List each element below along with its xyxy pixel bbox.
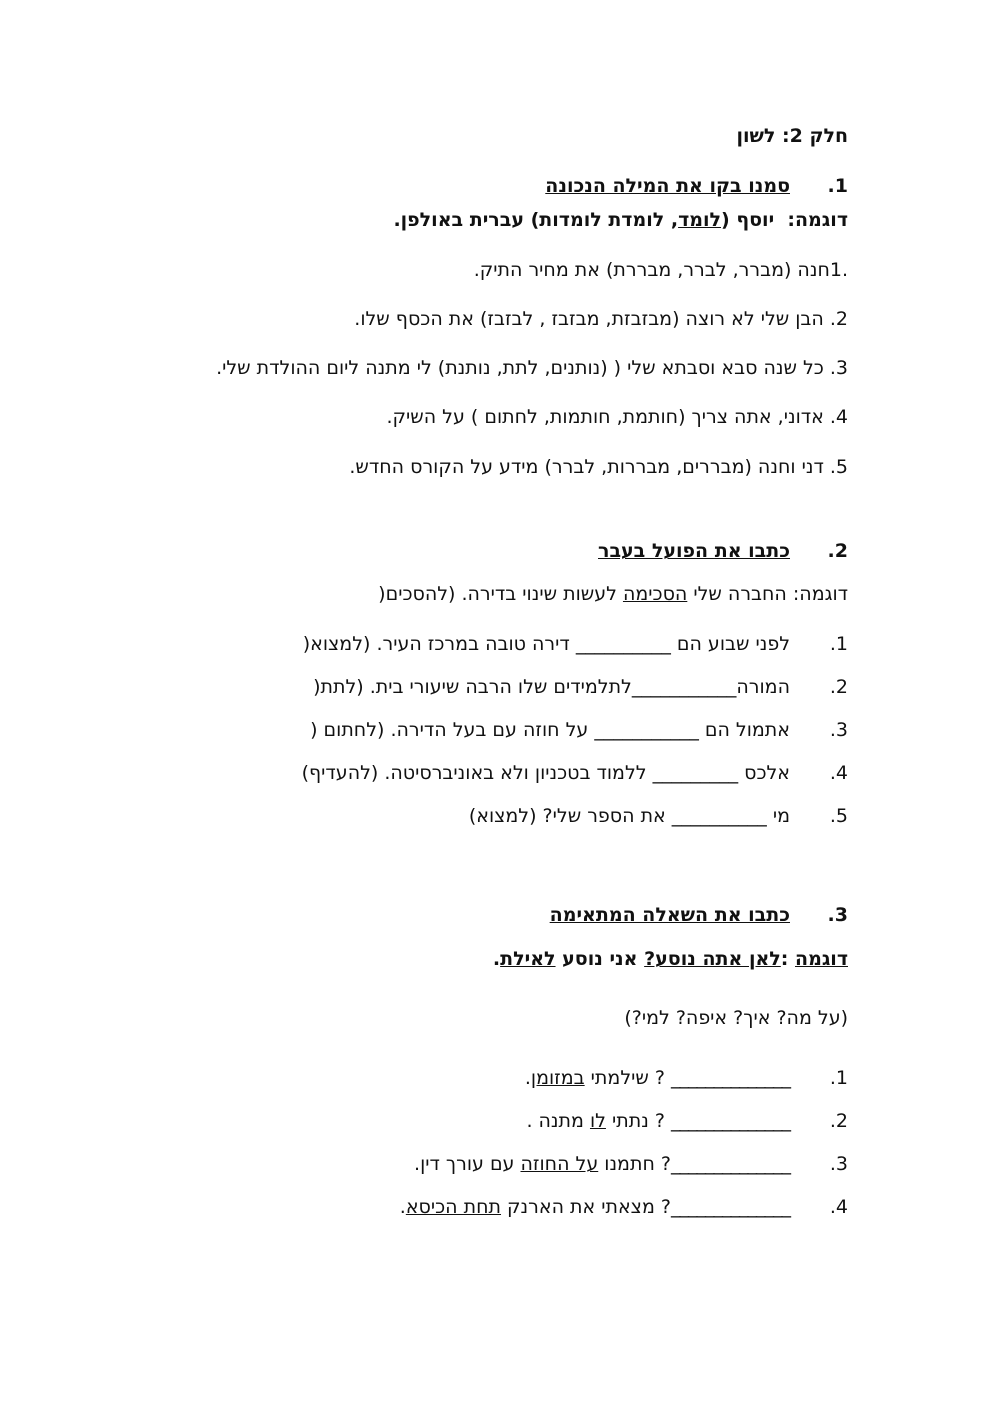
example-label: דוגמה: bbox=[787, 209, 848, 231]
page-title: חלק 2: לשון bbox=[736, 125, 848, 147]
item-underlined: תחת הכיסא bbox=[405, 1196, 502, 1218]
section1-item-5: 5. דני וחנה (מבררים, מבררות, לברר) מידע על הקורס החדש. bbox=[349, 456, 848, 478]
item-text: מי __________ את הספר שלי? (למצוא) bbox=[468, 805, 790, 827]
section2-item-3 bbox=[310, 718, 848, 742]
example-answer: הסכימה bbox=[622, 583, 688, 605]
section3-item-4 bbox=[400, 1195, 848, 1219]
section1-title: סמנו בקו את המילה הנכונה bbox=[545, 175, 790, 197]
item-after: עם עורך דין. bbox=[414, 1153, 521, 1175]
item-number: 1. bbox=[829, 1067, 848, 1089]
section1-item-1: .1חנה (מברר, לברר, מבררת) את מחיר התיק. bbox=[473, 259, 848, 281]
item-underlined: במזומן bbox=[530, 1067, 585, 1089]
item-number: 3. bbox=[829, 1153, 848, 1175]
item-number: 4. bbox=[829, 762, 848, 784]
section1-heading bbox=[545, 174, 848, 198]
section1-item-2: 2. הבן שלי לא רוצה (מבזבזת, מבזבז , לבזבז) את הכסף שלו. bbox=[354, 308, 848, 330]
section2-example bbox=[378, 582, 848, 606]
item-text: אתמול הם ___________ על חוזה עם בעל הדירה. (לחתום ( bbox=[310, 719, 790, 741]
item-number: 5. bbox=[829, 805, 848, 827]
section2-item-4 bbox=[302, 761, 848, 785]
section2-title: כתבו את הפועל בעבר bbox=[598, 540, 790, 562]
item-text: לפני שבוע הם __________ דירה טובה במרכז העיר. (למצוא( bbox=[302, 633, 790, 655]
item-text: המורה___________לתלמידים שלו הרבה שיעורי בית. (לתת( bbox=[313, 676, 790, 698]
example-question: לאן אתה נוסע? bbox=[644, 948, 781, 970]
item-after: מתנה . bbox=[526, 1110, 590, 1132]
section3-hint: (על מה? איך? איפה? למי?) bbox=[624, 1007, 848, 1029]
example-label: דוגמה bbox=[795, 948, 848, 970]
item-after: . bbox=[524, 1067, 531, 1089]
example-colon: : bbox=[780, 948, 796, 970]
answer-blank: ______________ bbox=[671, 1153, 790, 1175]
example-mid: אני נוסע bbox=[555, 948, 645, 970]
section2-item-2 bbox=[313, 675, 848, 699]
section3-item-1 bbox=[525, 1066, 848, 1090]
item-before: ? שילמתי bbox=[584, 1067, 671, 1089]
item-text: אלכס _________ ללמוד בטכניון ולא באוניברסיטה. (להעדיף) bbox=[301, 762, 790, 784]
example-before: דוגמה: החברה שלי bbox=[687, 583, 848, 605]
section3-item-3 bbox=[414, 1152, 848, 1176]
section1-number: 1. bbox=[827, 175, 848, 197]
section2-item-1 bbox=[303, 632, 848, 656]
item-number: 2. bbox=[829, 676, 848, 698]
example-answer: לאילת bbox=[500, 948, 556, 970]
section2-heading bbox=[598, 539, 848, 563]
item-number: 1. bbox=[829, 633, 848, 655]
section3-example bbox=[493, 947, 848, 971]
item-before: ? חתמנו bbox=[598, 1153, 671, 1175]
section1-example bbox=[393, 208, 848, 232]
answer-blank: ______________ bbox=[671, 1110, 790, 1132]
section2-number: 2. bbox=[827, 540, 848, 562]
item-before: ? נתתי bbox=[605, 1110, 671, 1132]
answer-blank: ______________ bbox=[671, 1067, 790, 1089]
section3-item-2 bbox=[526, 1109, 848, 1133]
item-underlined: על החוזה bbox=[520, 1153, 599, 1175]
example-answer: לומד bbox=[678, 209, 722, 231]
item-number: 4. bbox=[829, 1196, 848, 1218]
item-underlined: לו bbox=[589, 1110, 606, 1132]
item-after: . bbox=[399, 1196, 406, 1218]
example-end: . bbox=[492, 948, 501, 970]
example-after: לעשות שינוי בדירה. (להסכים( bbox=[378, 583, 623, 605]
section3-number: 3. bbox=[827, 904, 848, 926]
section3-title: כתבו את השאלה המתאימה bbox=[549, 904, 790, 926]
section3-heading bbox=[550, 903, 848, 927]
section1-item-4: 4. אדוני, אתה צריך (חותמת, חותמות, לחתום ) על השיק. bbox=[386, 406, 848, 428]
item-before: ? מצאתי את הארנק bbox=[501, 1196, 671, 1218]
answer-blank: ______________ bbox=[671, 1196, 790, 1218]
section1-item-3: 3. כל שנה סבא וסבתא שלי ( (נותנים, לתת, נותנת) לי מתנה ליום ההולדת שלי. bbox=[216, 357, 848, 379]
example-rest: , לומדת לומדות) עברית באולפן. bbox=[393, 209, 679, 231]
item-number: 3. bbox=[829, 719, 848, 741]
example-subject: יוסף ( bbox=[721, 209, 775, 231]
section2-item-5 bbox=[469, 804, 848, 828]
item-number: 2. bbox=[829, 1110, 848, 1132]
